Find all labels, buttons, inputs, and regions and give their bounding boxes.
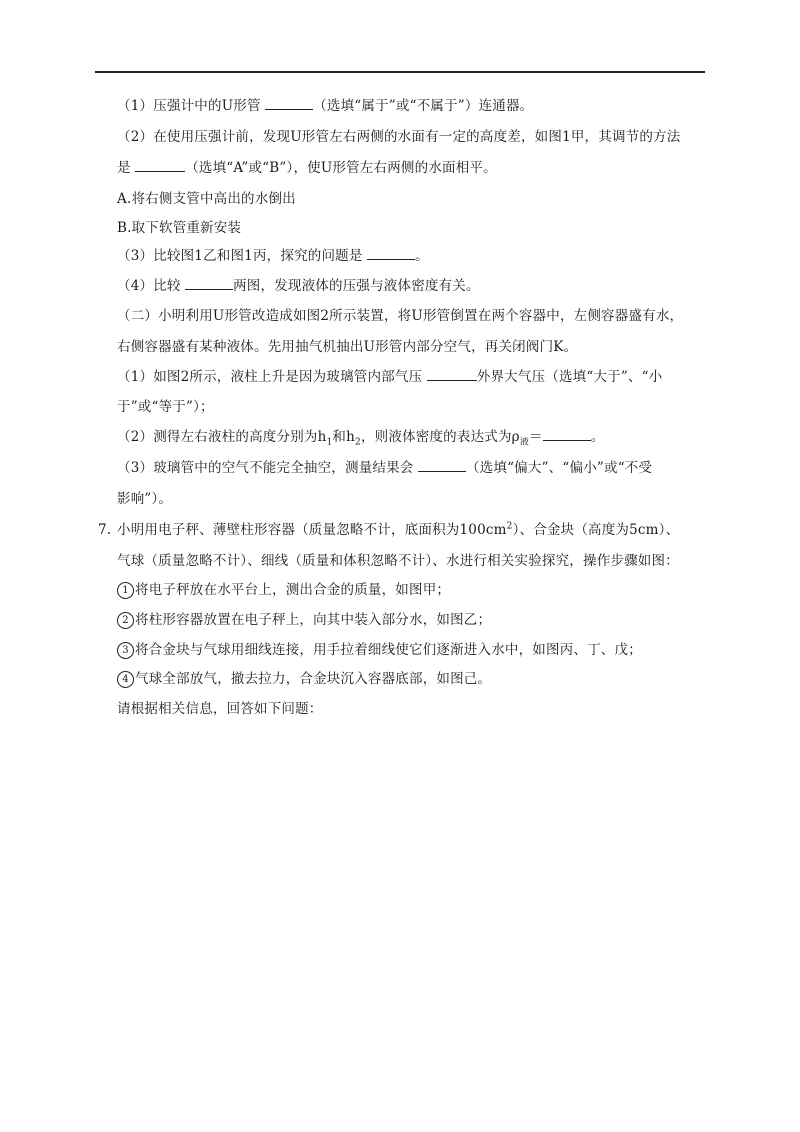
text: 将柱形容器放置在电子秤上，向其中装入部分水，如图乙； [135, 612, 492, 628]
text: （3）比较图1乙和图1丙，探究的问题是 [117, 248, 368, 264]
subscript: 1 [326, 437, 333, 448]
option-a: A.将右侧支管中高出的水倒出 [117, 191, 296, 207]
circled-number: 3 [117, 642, 134, 659]
subscript: 液 [519, 437, 530, 448]
option-b: B.取下软管重新安装 [117, 220, 242, 236]
sec2-intro-line2: 右侧容器盛有某种液体。先用抽气机抽出U形管内部分空气，再关闭阀门K。 [117, 339, 578, 355]
answer-blank[interactable] [185, 276, 233, 290]
text: （4）比较 [117, 278, 186, 294]
text: （3）玻璃管中的空气不能完全抽空，测量结果会 [117, 460, 418, 476]
answer-blank[interactable] [418, 458, 466, 472]
sec1-question-3 [117, 246, 429, 266]
question-7-number: 7. [98, 522, 112, 538]
text: 将电子秤放在水平台上，测出合金的质量，如图甲； [135, 582, 451, 598]
sec2-question-1-line1 [117, 367, 663, 387]
text: 和h [332, 429, 356, 445]
sec1-question-2-line1: （2）在使用压强计前，发现U形管左右两侧的水面有一定的高度差，如图1甲，其调节的方法 [117, 129, 681, 145]
text: （1）如图2所示，液柱上升是因为玻璃管内部气压 [117, 369, 427, 385]
sec2-question-3-line2: 影响”）。 [117, 491, 173, 507]
subscript: 2 [355, 437, 361, 448]
text: （1）压强计中的U形管 [117, 98, 266, 114]
header-rule [95, 71, 705, 73]
text: 。 [590, 429, 605, 445]
sec2-question-1-line2: 于”或“等于”）； [117, 399, 214, 415]
step-2 [117, 610, 491, 630]
text: 将合金块与气球用细线连接，用手拉着细线使它们逐渐进入水中，如图丙、丁、戊； [135, 642, 642, 658]
answer-blank[interactable] [427, 367, 477, 381]
text: （2）测得左右液柱的高度分别为h [117, 429, 327, 445]
text: 。 [415, 248, 429, 264]
sec2-intro-line1: （二）小明利用U形管改造成如图2所示装置，将U形管倒置在两个容器中，左侧容器盛有水， [117, 308, 684, 324]
circled-number: 2 [117, 612, 134, 629]
question-7-line1 [117, 520, 679, 540]
text: （选填“A”或“B”），使U形管左右两侧的水面相平。 [185, 160, 497, 176]
text: （选填“偏大”、“偏小”或“不受 [465, 460, 653, 476]
answer-blank[interactable] [543, 427, 591, 441]
circled-number: 4 [117, 671, 134, 688]
text: （选填“属于”或“不属于”）连通器。 [313, 98, 534, 114]
question-7-line2: 气球（质量忽略不计）、细线（质量和体积忽略不计）、水进行相关实验探究，操作步骤如图： [117, 553, 679, 569]
sec1-question-2-line2 [117, 158, 497, 178]
closing-line: 请根据相关信息，回答如下问题： [117, 701, 323, 717]
circled-number: 1 [117, 582, 134, 599]
text: 外界大气压（选填“大于”、“小 [476, 369, 663, 385]
sec1-question-4 [117, 276, 480, 296]
text: 气球全部放气，撤去拉力，合金块沉入容器底部，如图己。 [135, 671, 492, 687]
sec1-question-1 [117, 96, 533, 116]
answer-blank[interactable] [135, 158, 185, 172]
text: 两图，发现液体的压强与液体密度有关。 [233, 278, 480, 294]
step-4 [117, 669, 491, 689]
step-1 [117, 580, 450, 600]
sec2-question-2 [117, 427, 604, 447]
step-3 [117, 640, 642, 660]
text: 小明用电子秤、薄壁柱形容器（质量忽略不计，底面积为100cm [117, 522, 507, 538]
superscript: 2 [506, 521, 513, 532]
sec2-question-3-line1 [117, 458, 652, 478]
text: ，则液体密度的表达式为ρ [360, 429, 520, 445]
text: ＝ [529, 429, 543, 445]
answer-blank[interactable] [265, 96, 313, 110]
text: ）、合金块（高度为5cm）、 [512, 522, 680, 538]
answer-blank[interactable] [367, 246, 415, 260]
text: 是 [117, 160, 136, 176]
